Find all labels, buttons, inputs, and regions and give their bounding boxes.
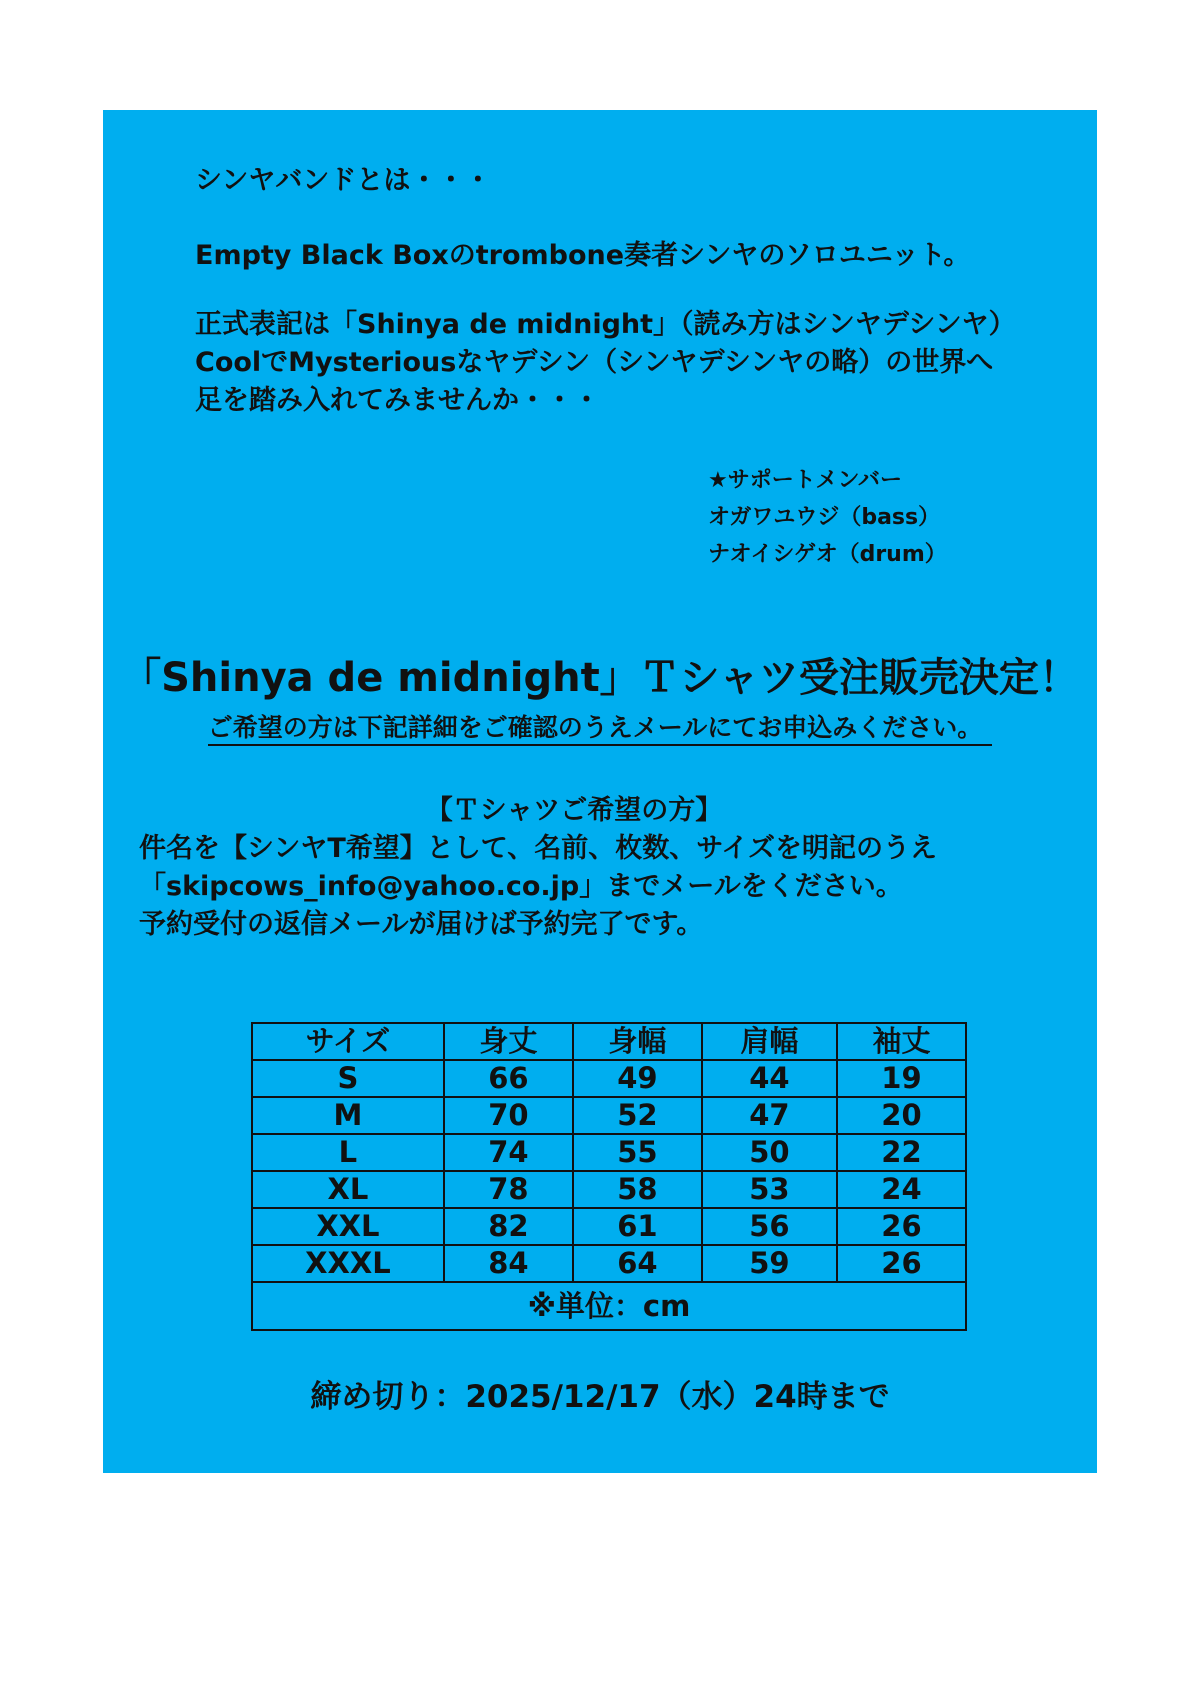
header-shoulder: 肩幅 xyxy=(702,1023,837,1060)
value-cell: 59 xyxy=(702,1245,837,1282)
table-row xyxy=(252,1245,966,1282)
intro-description: Empty Black Boxのtrombone奏者シンヤのソロユニット。 xyxy=(195,240,971,271)
announcement-headline: 「Shinya de midnight」Ｔシャツ受注販売決定！ xyxy=(121,655,1079,701)
intro-line-1: 正式表記は「Shinya de midnight」（読み方はシンヤデシンヤ） xyxy=(195,309,1016,340)
value-cell: 74 xyxy=(444,1134,573,1171)
header-sleeve: 袖丈 xyxy=(837,1023,966,1060)
value-cell: 64 xyxy=(573,1245,702,1282)
flyer-panel xyxy=(103,110,1097,1473)
deadline: 締め切り：2025/12/17（水）24時まで xyxy=(310,1379,890,1415)
value-cell: 53 xyxy=(702,1171,837,1208)
value-cell: 70 xyxy=(444,1097,573,1134)
announcement-subline-text: ご希望の方は下記詳細をご確認のうえメールにてお申込みください。 xyxy=(208,713,993,746)
unit-note: ※単位：cm xyxy=(252,1282,966,1330)
order-email-line: 「skipcows_info@yahoo.co.jp」までメールをください。 xyxy=(139,871,903,902)
support-member: ナオイシゲオ（drum） xyxy=(708,542,947,567)
value-cell: 56 xyxy=(702,1208,837,1245)
table-row xyxy=(252,1060,966,1097)
value-cell: 78 xyxy=(444,1171,573,1208)
size-cell: XL xyxy=(252,1171,444,1208)
value-cell: 66 xyxy=(444,1060,573,1097)
table-row xyxy=(252,1171,966,1208)
order-line-1: 件名を【シンヤT希望】として、名前、枚数、サイズを明記のうえ xyxy=(139,833,938,864)
value-cell: 47 xyxy=(702,1097,837,1134)
unit-row xyxy=(252,1282,966,1330)
value-cell: 49 xyxy=(573,1060,702,1097)
value-cell: 82 xyxy=(444,1208,573,1245)
intro-line-3: 足を踏み入れてみませんか・・・ xyxy=(195,385,600,416)
header-width: 身幅 xyxy=(573,1023,702,1060)
value-cell: 61 xyxy=(573,1208,702,1245)
size-cell: XXXL xyxy=(252,1245,444,1282)
table-row xyxy=(252,1208,966,1245)
size-cell: S xyxy=(252,1060,444,1097)
value-cell: 26 xyxy=(837,1245,966,1282)
order-instructions xyxy=(139,792,1069,944)
value-cell: 84 xyxy=(444,1245,573,1282)
table-row xyxy=(252,1134,966,1171)
order-line-3: 予約受付の返信メールが届けば予約完了です。 xyxy=(139,909,704,940)
size-table-header xyxy=(252,1023,966,1060)
size-cell: XXL xyxy=(252,1208,444,1245)
header-length: 身丈 xyxy=(444,1023,573,1060)
value-cell: 24 xyxy=(837,1171,966,1208)
intro-section xyxy=(195,162,1055,420)
value-cell: 44 xyxy=(702,1060,837,1097)
support-member: オガワユウジ（bass） xyxy=(708,505,941,530)
size-table xyxy=(251,1022,967,1331)
value-cell: 22 xyxy=(837,1134,966,1171)
order-title: 【Ｔシャツご希望の方】 xyxy=(425,795,723,826)
size-cell: L xyxy=(252,1134,444,1171)
value-cell: 20 xyxy=(837,1097,966,1134)
value-cell: 50 xyxy=(702,1134,837,1171)
intro-heading: シンヤバンドとは・・・ xyxy=(195,165,492,196)
header-size: サイズ xyxy=(252,1023,444,1060)
size-cell: M xyxy=(252,1097,444,1134)
value-cell: 19 xyxy=(837,1060,966,1097)
announcement-subline xyxy=(103,710,1097,746)
support-title: ★サポートメンバー xyxy=(708,468,902,493)
table-row xyxy=(252,1097,966,1134)
value-cell: 26 xyxy=(837,1208,966,1245)
intro-line-2: CoolでMysteriousなヤデシン（シンヤデシンヤの略）の世界へ xyxy=(195,347,994,378)
support-members xyxy=(708,462,947,573)
value-cell: 55 xyxy=(573,1134,702,1171)
value-cell: 58 xyxy=(573,1171,702,1208)
value-cell: 52 xyxy=(573,1097,702,1134)
